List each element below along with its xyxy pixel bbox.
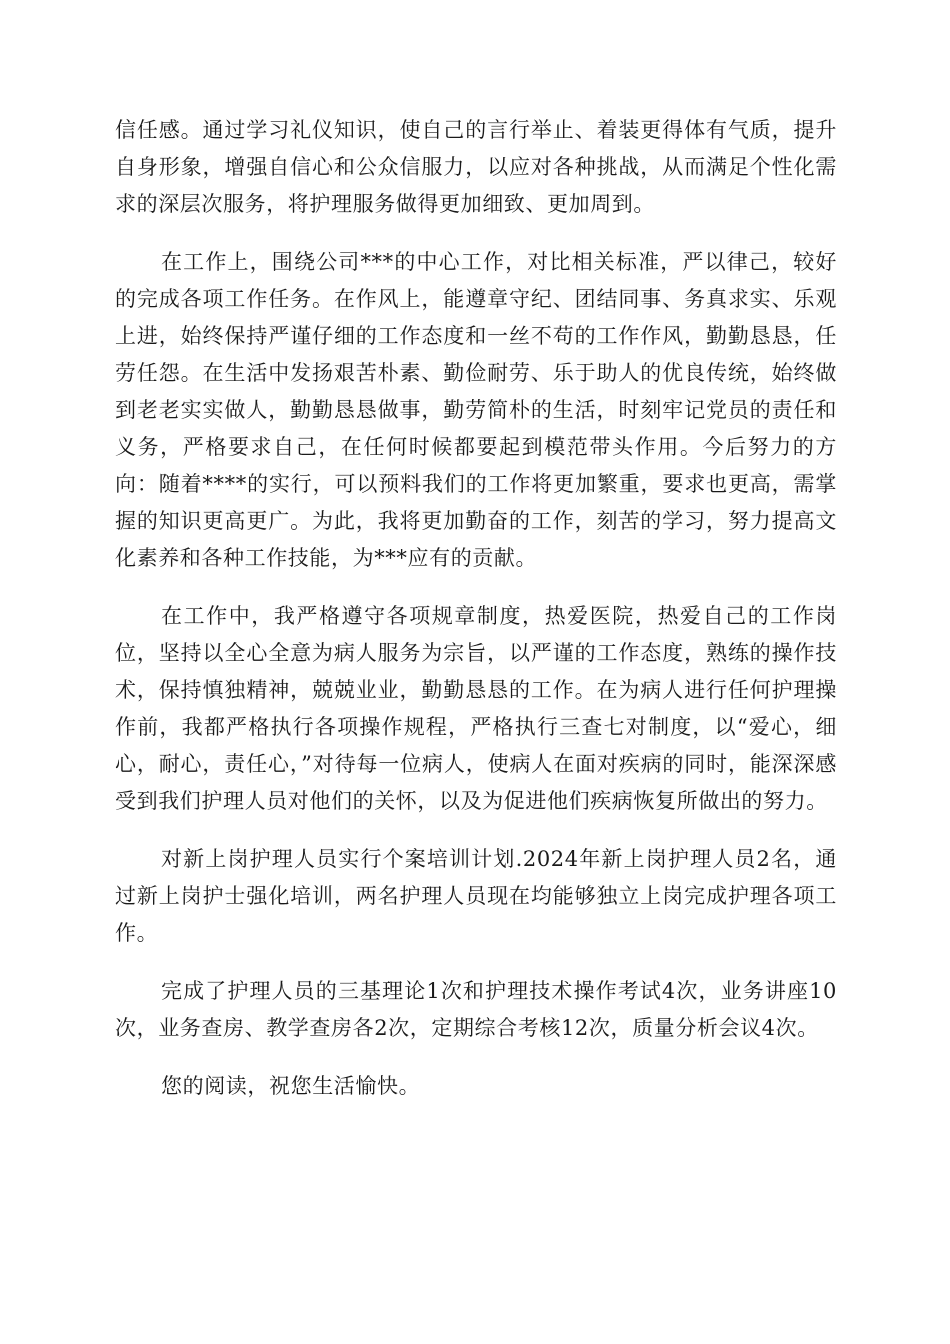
paragraph-exams-completed: 完成了护理人员的三基理论1次和护理技术操作考试4次，业务讲座10次，业务查房、教学查房各2次，定期综合考核12次，质量分析会议4次。	[115, 979, 837, 1040]
document-body	[115, 112, 837, 1126]
paragraph-closing: 您的阅读，祝您生活愉快。	[161, 1074, 421, 1098]
paragraph-work-attitude: 在工作上，围绕公司***的中心工作，对比相关标准，严以律己，较好的完成各项工作任务。在作风上，能遵章守纪、团结同事、务真求实、乐观上进，始终保持严谨仔细的工作态度和一丝不苟的工作作风，勤勤恳恳，任劳任怨。在生活中发扬艰苦朴素、勤俭耐劳、乐于助人的优良传统，始终做到老老实实做人，勤勤恳恳做事，勤劳简朴的生活，时刻牢记党员的责任和义务，严格要求自己，在任何时候都要起到模范带头作用。今后努力的方向：随着****的实行，可以预料我们的工作将更加繁重，要求也更高，需掌握的知识更高更广。为此，我将更加勤奋的工作，刻苦的学习，努力提高文化素养和各种工作技能，为***应有的贡献。	[115, 250, 837, 570]
paragraph-continued: 信任感。通过学习礼仪知识，使自己的言行举止、着装更得体有气质，提升自身形象，增强自信心和公众信服力，以应对各种挑战，从而满足个性化需求的深层次服务，将护理服务做得更加细致、更加周到。	[115, 118, 837, 216]
paragraph-training-plan: 对新上岗护理人员实行个案培训计划.2024年新上岗护理人员2名，通过新上岗护士强化培训，两名护理人员现在均能够独立上岗完成护理各项工作。	[115, 847, 837, 945]
paragraph-nursing-work: 在工作中，我严格遵守各项规章制度，热爱医院，热爱自己的工作岗位，坚持以全心全意为病人服务为宗旨，以严谨的工作态度，熟练的操作技术，保持慎独精神，兢兢业业，勤勤恳恳的工作。在为病人进行任何护理操作前，我都严格执行各项操作规程，严格执行三查七对制度，以“爱心，细心，耐心，责任心，”对待每一位病人，使病人在面对疾病的同时，能深深感受到我们护理人员对他们的关怀，以及为促进他们疾病恢复所做出的努力。	[115, 604, 837, 813]
